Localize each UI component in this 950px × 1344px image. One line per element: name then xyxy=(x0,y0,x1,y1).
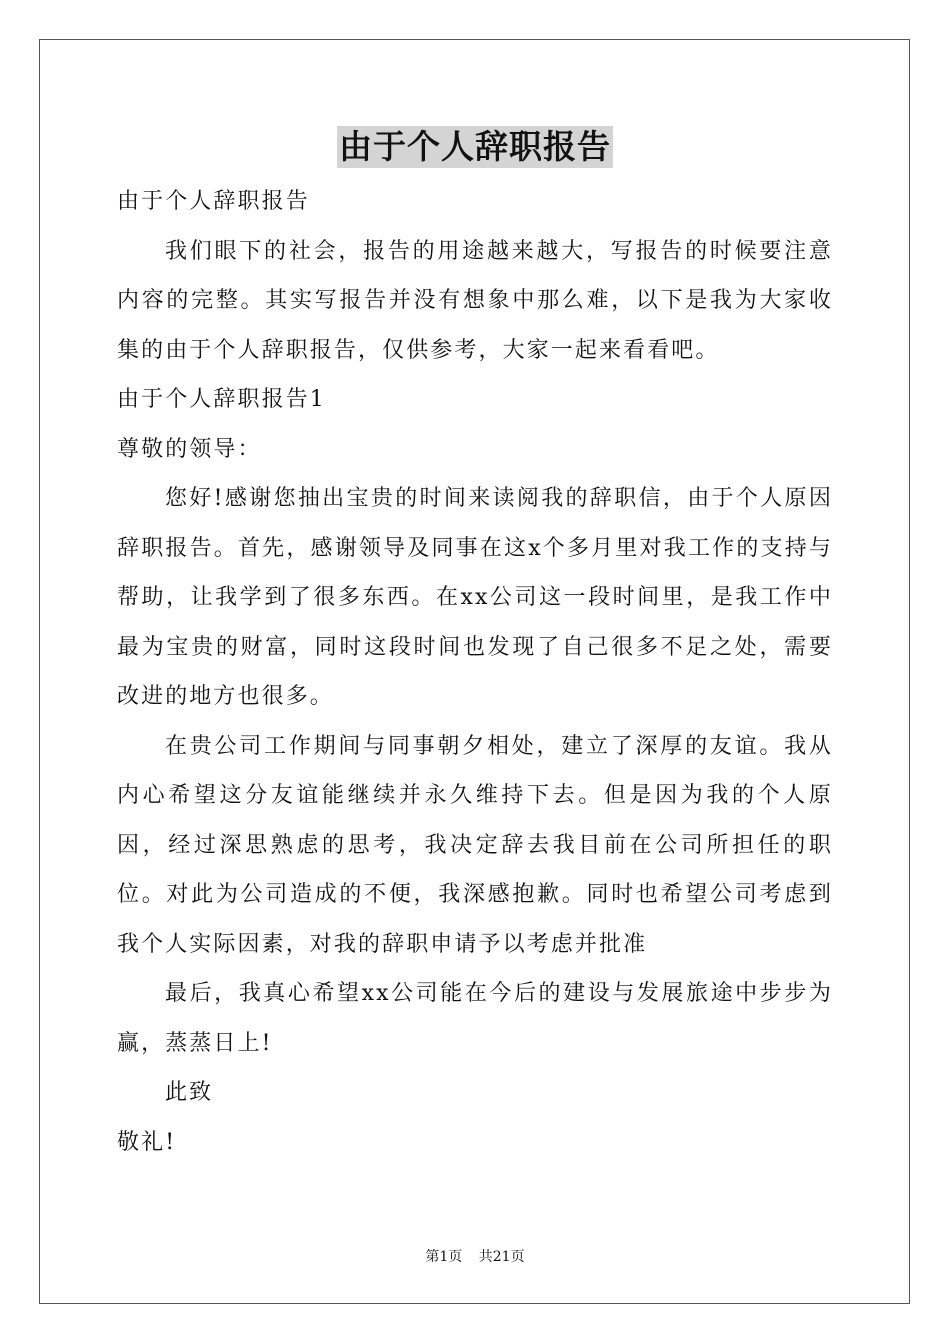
body-paragraph-2: 在贵公司工作期间与同事朝夕相处，建立了深厚的友谊。我从内心希望这分友谊能继续并永久维持下去。但是因为我的个人原因，经过深思熟虑的思考，我决定辞去我目前在公司所担任的职位。对此为公司造成的不便，我深感抱歉。同时也希望公司考虑到我个人实际因素，对我的辞职申请予以考虑并批准 xyxy=(117,733,833,957)
document-title-wrapper xyxy=(0,126,950,170)
page-number: 第1页 xyxy=(425,1249,463,1265)
salutation: 尊敬的领导： xyxy=(117,436,262,462)
closing-line: 此致 xyxy=(165,1080,214,1105)
document-body xyxy=(117,177,833,1167)
intro-paragraph: 我们眼下的社会，报告的用途越来越大，写报告的时候要注意内容的完整。其实写报告并没有想象中那么难，以下是我为大家收集的由于个人辞职报告，仅供参考，大家一起来看看吧。 xyxy=(117,238,833,363)
body-paragraph-3: 最后，我真心希望xx公司能在今后的建设与发展旅途中步步为赢，蒸蒸日上! xyxy=(117,981,833,1056)
page-total: 共21页 xyxy=(478,1249,525,1265)
section-heading: 由于个人辞职报告1 xyxy=(117,387,326,412)
body-paragraph-1: 您好!感谢您抽出宝贵的时间来读阅我的辞职信，由于个人原因辞职报告。首先，感谢领导及同事在这x个多月里对我工作的支持与帮助，让我学到了很多东西。在xx公司这一段时间里，是我工作中最为宝贵的财富，同时这段时间也发现了自己很多不足之处，需要改进的地方也很多。 xyxy=(117,486,833,709)
closing-salute: 敬礼! xyxy=(117,1129,177,1155)
document-title: 由于个人辞职报告 xyxy=(339,127,611,166)
subtitle-line: 由于个人辞职报告 xyxy=(117,189,310,214)
page-footer xyxy=(0,1247,950,1267)
